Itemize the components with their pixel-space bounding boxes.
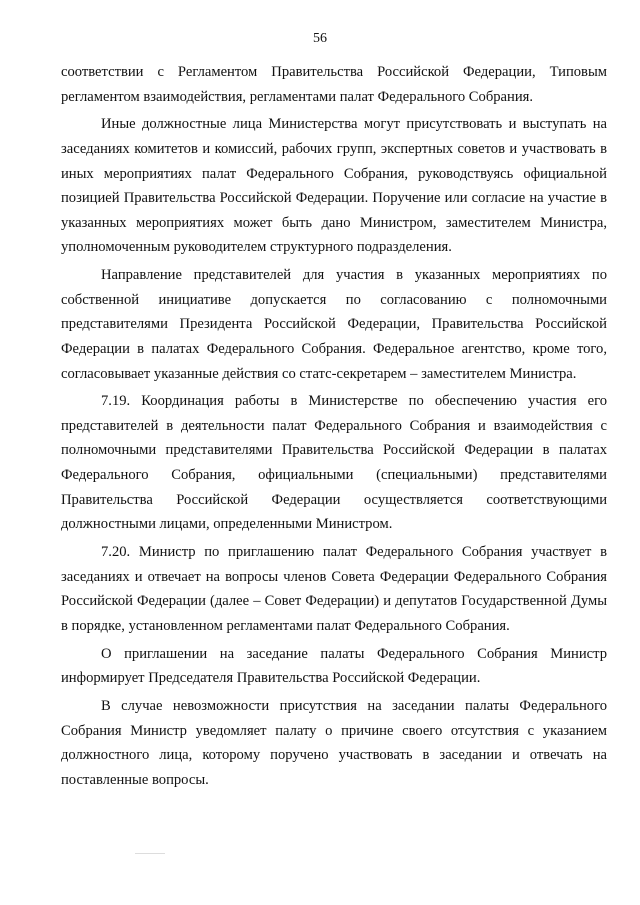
paragraph-7-19: 7.19. Координация работы в Министерстве по обеспечению участия его представителей в деятельности палат Федерального Собрания и взаимодействия с полномочными представителями Правительства Российской Федерации в палатах Федерального Собрания, официальными (специальными) представителями Правительства Российской Федерации осуществляется соответствующими должностными лицами, определенными Министром. [61,393,607,533]
paragraph-representatives-direction: Направление представителей для участия в указанных мероприятиях по собственной инициативе допускается по согласованию с полномочными представителями Президента Российской Федерации, Правительства Российской Федерации в палатах Федерального Собрания. Федеральное агентство, кроме того, согласовывает указанные действия со статс-секретарем – заместителем Министра. [61,267,607,382]
document-body [61,60,607,792]
paragraph-officials-attendance: Иные должностные лица Министерства могут присутствовать и выступать на заседаниях комитетов и комиссий, рабочих групп, экспертных советов и участвовать в иных мероприятиях палат Федерального Собрания, руководствуясь официальной позицией Правительства Российской Федерации. Поручение или согласие на участие в указанных мероприятиях может быть дано Министром, заместителем Министра, уполномоченным руководителем структурного подразделения. [61,116,607,256]
paragraph-absence-notice: В случае невозможности присутствия на заседании палаты Федерального Собрания Министр уведомляет палату о причине своего отсутствия с указанием должностного лица, которому поручено участвовать в заседании и отвечать на поставленные вопросы. [61,697,607,788]
page-number: 56 [313,31,327,46]
paragraph-continuation: соответствии с Регламентом Правительства Российской Федерации, Типовым регламентом взаимодействия, регламентами палат Федерального Собрания. [61,64,607,105]
paragraph-7-20: 7.20. Министр по приглашению палат Федерального Собрания участвует в заседаниях и отвечает на вопросы членов Совета Федерации Федерального Собрания Российской Федерации (далее – Совет Федерации) и депутатов Государственной Думы в порядке, установленном регламентами палат Федерального Собрания. [61,544,607,634]
scan-artifact-line [135,853,165,854]
paragraph-invitation-notice: О приглашении на заседание палаты Федерального Собрания Министр информирует Председателя Правительства Российской Федерации. [61,645,607,687]
